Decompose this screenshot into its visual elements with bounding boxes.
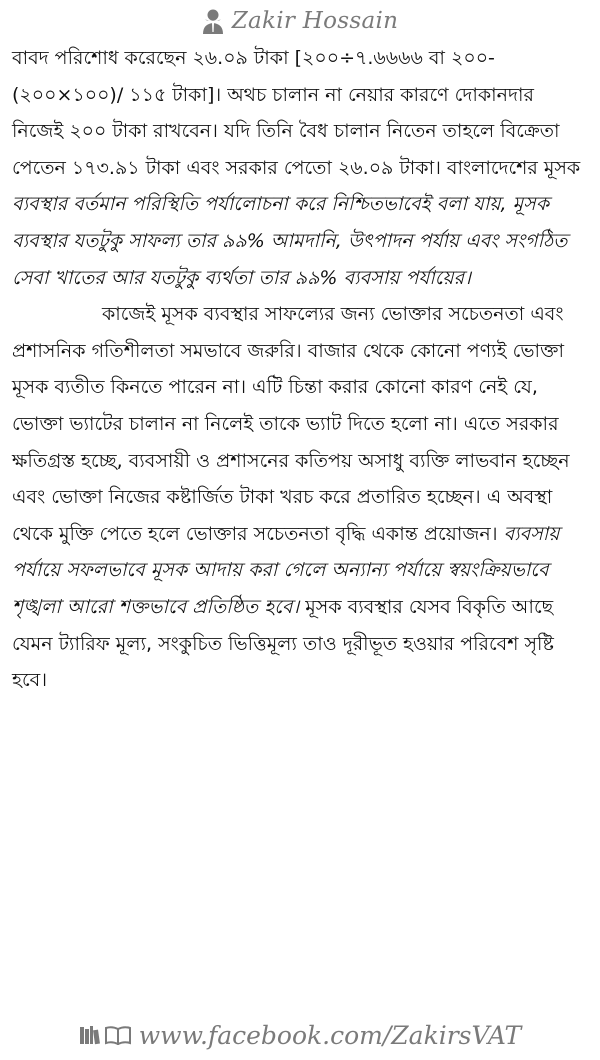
books-icon xyxy=(79,1025,101,1045)
paragraph-1-italic-text: ব্যবস্থার বর্তমান পরিস্থিতি পর্যালোচনা করে নিশ্চিতভাবেই বলা যায়, মূসক ব্যবস্থার যতটুকু সাফল্য তার ৯৯% আমদানি, উৎপাদন পর্যায় এবং সংগঠিত সেবা খাতের আর যতটুকু ব্যর্থতা তার ৯৯% ব্যবসায় পর্যায়ের। xyxy=(12,193,568,289)
page-header xyxy=(0,4,600,38)
paragraph-2-closing-text: মূসক ব্যবস্থার যেসব বিকৃতি আছে যেমন ট্যারিফ মূল্য, সংকুচিত ভিত্তিমূল্য তাও দূরীভূত হওয়ার পরিবেশ সৃষ্টি হবে। xyxy=(12,595,554,692)
paragraph-2-italic-text: ব্যবসায় পর্যায়ে সফলভাবে মূসক আদায় করা গেলে অন্যান্য পর্যায়ে স্বয়ংক্রিয়ভাবে শৃঙ্খলা আরো শক্তভাবে প্রতিষ্ঠিত হবে। xyxy=(12,522,560,618)
footer-icons xyxy=(79,1025,131,1045)
page-footer xyxy=(0,1018,600,1052)
open-book-icon xyxy=(105,1025,131,1045)
paragraph-2-text: কাজেই মূসক ব্যবস্থার সাফল্যের জন্য ভোক্তার সচেতনতা এবং প্রশাসনিক গতিশীলতা সমভাবে জরুরি। বাজার থেকে কোনো পণ্যই ভোক্তা মূসক ব্যতীত কিনতে পারেন না। এটি চিন্তা করার কোনো কারণ নেই যে, ভোক্তা ভ্যাটের চালান না নিলেই তাকে ভ্যাট দিতে হলো না। এতে সরকার ক্ষতিগ্রস্ত হচ্ছে, ব্যবসায়ী ও প্রশাসনের কতিপয় অসাধু ব্যক্তি লাভবান হচ্ছেন এবং ভোক্তা নিজের কষ্টার্জিত টাকা খরচ করে প্রতারিত হচ্ছেন। এ অবস্থা থেকে মুক্তি পেতে হলে ভোক্তার সচেতনতা বৃদ্ধি একান্ত প্রয়োজন। xyxy=(12,303,570,545)
paragraph-1 xyxy=(12,40,590,296)
paragraph-2 xyxy=(12,296,590,699)
paragraph-1-text: বাবদ পরিশোধ করেছেন ২৬.০৯ টাকা [২০০÷৭.৬৬৬৬ বা ২০০-(২০০×১০০)/ ১১৫ টাকা]। অথচ চালান না নেয়ার কারণে দোকানদার নিজেই ২০০ টাকা রাখবেন। যদি তিনি বৈধ চালান নিতেন তাহলে বিক্রেতা পেতেন ১৭৩.৯১ টাকা এবং সরকার পেতো ২৬.০৯ টাকা। বাংলাদেশের মূসক xyxy=(12,47,581,179)
user-icon xyxy=(202,8,224,34)
author-name: Zakir Hossain xyxy=(231,8,399,34)
article-body xyxy=(12,40,590,699)
facebook-link[interactable]: www.facebook.com/ZakirsVAT xyxy=(138,1020,522,1050)
